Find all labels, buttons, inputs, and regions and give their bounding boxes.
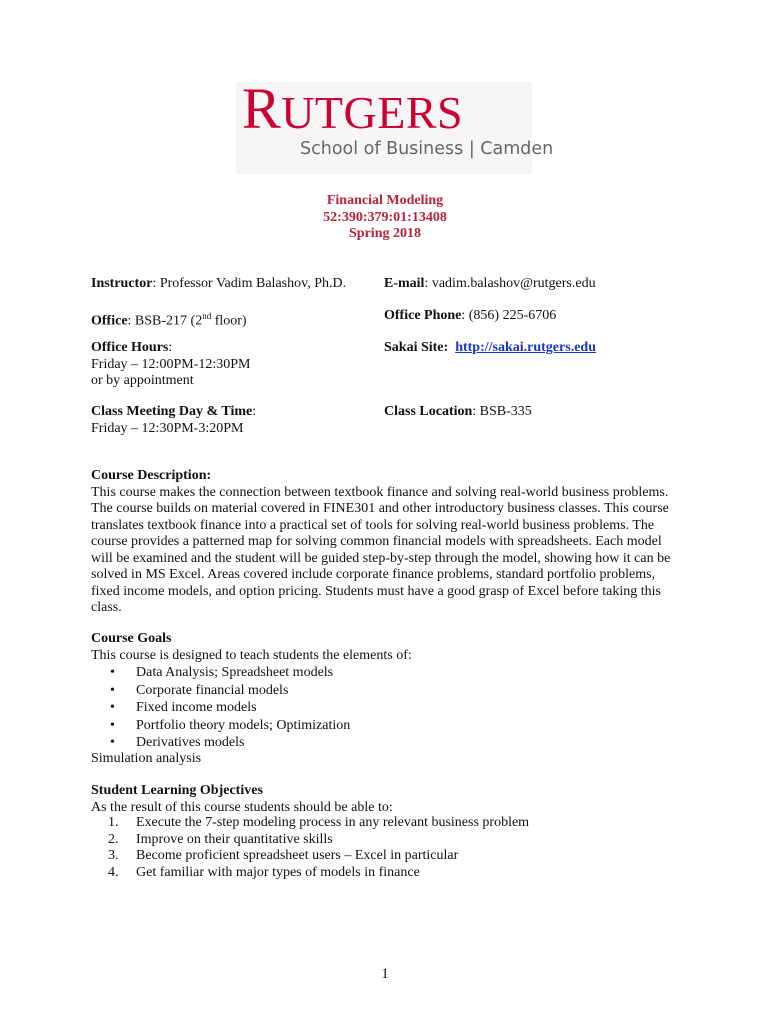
course-description (91, 468, 681, 617)
course-goals-list (91, 664, 350, 752)
learning-objectives (91, 783, 681, 816)
course-goals-intro: This course is designed to teach students the elements of: (91, 647, 412, 663)
list-item: • Derivatives models (91, 734, 350, 752)
course-goals-trailing: Simulation analysis (91, 751, 202, 766)
instructor-line: Instructor: Professor Vadim Balashov, Ph.D. (91, 276, 347, 291)
class-meeting-block: Class Meeting Day & Time: Friday – 12:30PM-3:20PM (91, 404, 257, 436)
list-item: • Fixed income models (91, 699, 350, 717)
office-hours-block: Office Hours: Friday – 12:00PM-12:30PM or by appointment (91, 340, 251, 388)
learning-objectives-list (91, 815, 529, 881)
logo-subtitle: School of Business | Camden (300, 139, 554, 159)
list-item: 4. Get familiar with major types of models in finance (108, 864, 420, 880)
logo-wordmark: RUTGERS (242, 76, 464, 141)
page-number: 1 (381, 966, 389, 982)
course-title: Financial Modeling (326, 193, 444, 208)
list-item: 2. Improve on their quantitative skills (108, 831, 333, 847)
course-goals (91, 631, 681, 664)
list-item: • Corporate financial models (91, 682, 350, 700)
list-item: • Data Analysis; Spreadsheet models (91, 664, 350, 682)
course-heading (0, 193, 770, 243)
phone-line: Office Phone: (856) 225-6706 (384, 308, 557, 323)
list-item: 3. Become proficient spreadsheet users – Excel in particular (108, 848, 459, 863)
sakai-link[interactable]: http://sakai.rutgers.edu (455, 340, 596, 355)
course-description-text: This course makes the connection between textbook finance and solving real-world business problems. The course builds on material covered in FINE301 and other introductory business classes. This course translates textbook finance into a practical set of tools for solving real-world business problems. The course provides a patterned map for solving common financial models with spreadsheets. Each model will be examined and the student will be guided step-by-step through the model, showing how it can be solved in MS Excel. Areas covered include corporate finance problems, standard portfolio problems, fixed income models, and option pricing. Students must have a good grasp of Excel before taking this class. (91, 484, 671, 615)
office-line: Office: BSB-217 (2nd floor) (91, 311, 247, 329)
list-item: • Portfolio theory models; Optimization (91, 717, 350, 735)
class-location-line: Class Location: BSB-335 (384, 404, 532, 419)
course-term: Spring 2018 (349, 226, 421, 241)
course-goals-heading: Course Goals (91, 631, 172, 646)
course-code: 52:390:379:01:13408 (323, 209, 447, 225)
sakai-line: Sakai Site: http://sakai.rutgers.edu (384, 340, 596, 355)
learning-objectives-heading: Student Learning Objectives (91, 783, 263, 798)
email-line: E-mail: vadim.balashov@rutgers.edu (384, 276, 596, 291)
list-item: 1. Execute the 7-step modeling process in any relevant business problem (108, 815, 530, 830)
course-description-heading: Course Description: (91, 468, 212, 483)
rutgers-logo (236, 76, 554, 174)
learning-objectives-intro: As the result of this course students should be able to: (91, 799, 393, 815)
